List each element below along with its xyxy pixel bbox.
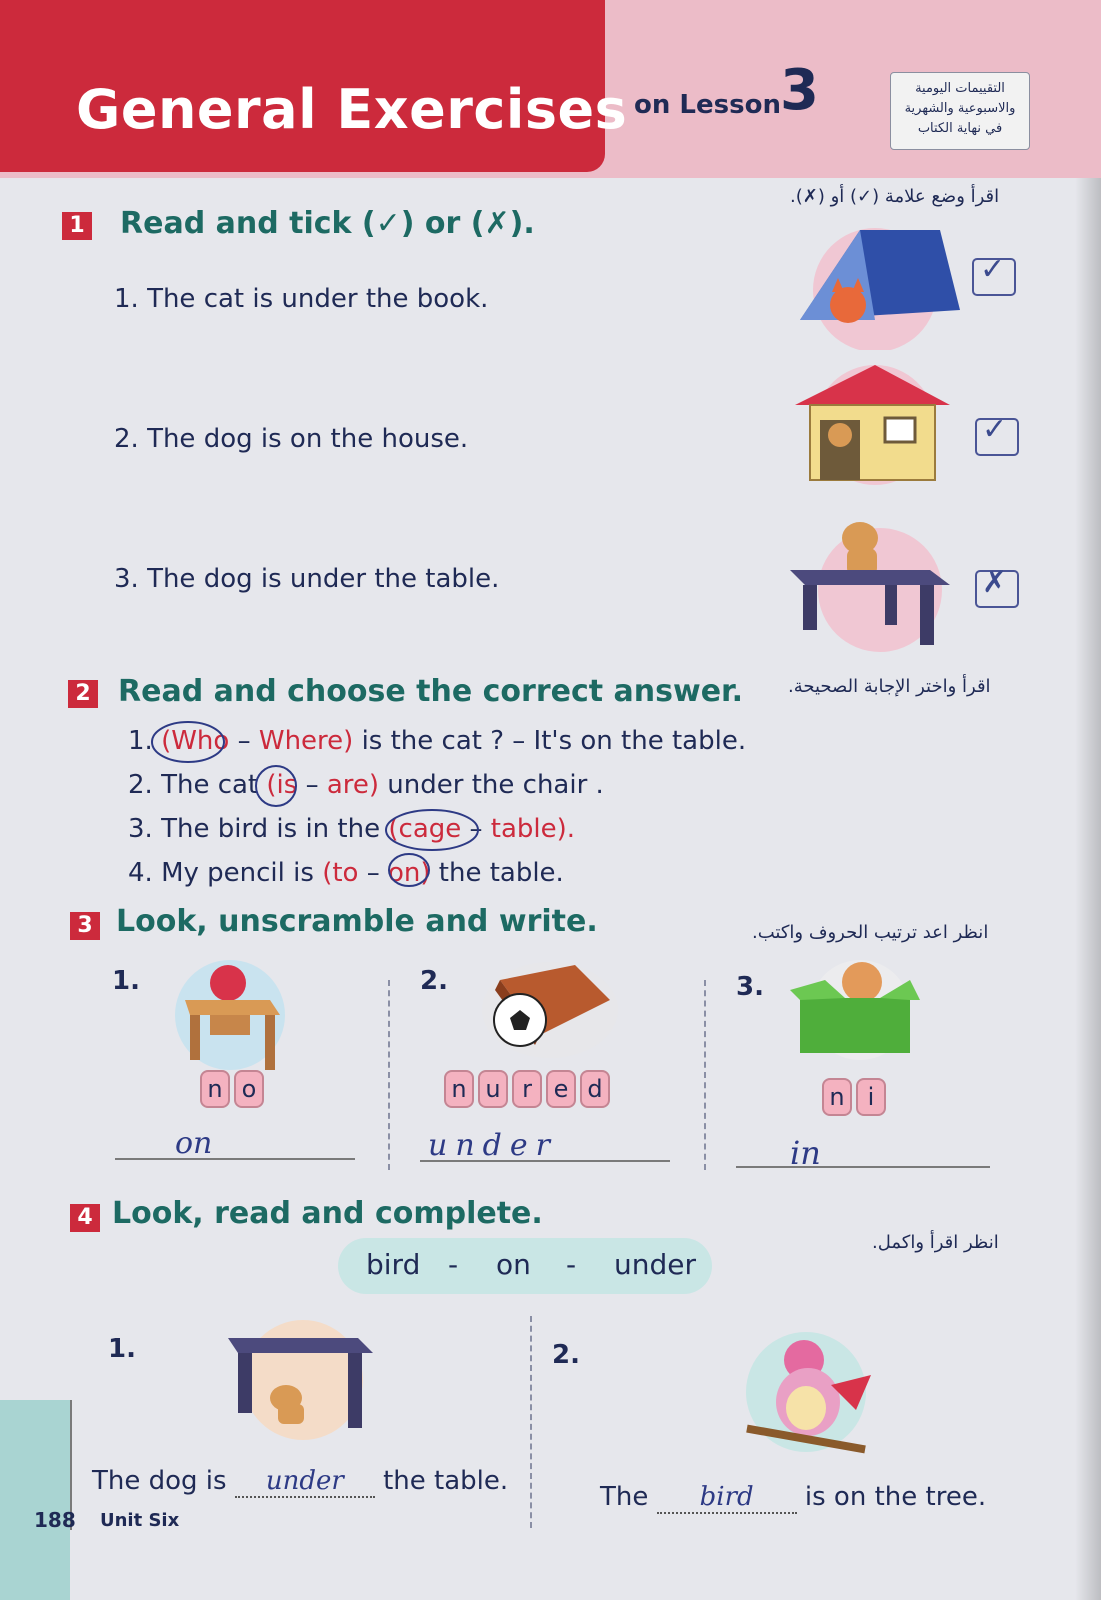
answer-circle-on xyxy=(385,850,445,890)
s2-option-1[interactable]: (to xyxy=(322,858,359,888)
cat-under-book-picture xyxy=(780,210,970,350)
s1-item-1: 1. The cat is under the book. xyxy=(114,284,489,314)
assessment-note-line: والاسبوعية والشهرية xyxy=(904,101,1016,116)
section-1-arabic: اقرأ وضع علامة (✓) أو (✗). xyxy=(790,186,1000,207)
s4-answer-blank-1[interactable]: under xyxy=(235,1466,375,1498)
s2-item-num: 4. xyxy=(128,858,153,888)
s3-item-2-tiles xyxy=(444,1070,614,1108)
s2-item-pre: The cat xyxy=(161,770,267,800)
s2-item-num: 1. xyxy=(128,726,153,756)
section-1-title: Read and tick (✓) or (✗). xyxy=(120,206,535,241)
s2-item-pre: My pencil is xyxy=(161,858,323,888)
s2-option-1[interactable]: (cage xyxy=(388,814,462,844)
s2-option-1[interactable]: (is xyxy=(266,770,298,800)
s1-item-3: 3. The dog is under the table. xyxy=(114,564,500,594)
ball-on-desk-picture xyxy=(170,955,300,1075)
s2-option-1[interactable]: (Who xyxy=(161,726,230,756)
section-2-number: 2 xyxy=(68,680,98,708)
section-2-title: Read and choose the correct answer. xyxy=(118,674,743,709)
s3-item-2-num: 2. xyxy=(420,966,448,996)
s1-item-2: 2. The dog is on the house. xyxy=(114,424,469,454)
s3-divider-2 xyxy=(704,980,706,1170)
letter-tile: n xyxy=(822,1078,852,1116)
s3-answer-line-3[interactable] xyxy=(736,1166,990,1168)
s2-option-2[interactable]: table). xyxy=(490,814,576,844)
section-4-arabic: انظر اقرأ واكمل. xyxy=(872,1232,999,1253)
section-2-arabic: اقرأ واختر الإجابة الصحيحة. xyxy=(788,676,991,697)
letter-tile: d xyxy=(580,1070,610,1108)
word-bank-word: under xyxy=(614,1248,697,1281)
s2-item-num: 2. xyxy=(128,770,153,800)
s2-option-separator: – xyxy=(461,814,491,844)
s4-item-pre: The xyxy=(600,1482,657,1512)
page-edge-shadow xyxy=(1075,0,1101,1600)
s2-option-2[interactable]: are) xyxy=(326,770,380,800)
s1-tick-1: ✓ xyxy=(980,252,1006,287)
section-3-title: Look, unscramble and write. xyxy=(116,904,598,939)
s2-item-num: 3. xyxy=(128,814,153,844)
s3-item-1-tiles xyxy=(200,1070,268,1108)
s4-item-2-num: 2. xyxy=(552,1340,580,1370)
lesson-subtitle: on Lesson xyxy=(634,90,781,120)
assessment-note-line: في نهاية الكتاب xyxy=(917,121,1003,136)
assessment-note-line: التقييمات اليومية xyxy=(915,81,1005,96)
word-bank-separator: - xyxy=(448,1248,459,1281)
word-bank xyxy=(338,1238,712,1294)
s4-item-post: is on the tree. xyxy=(796,1482,987,1512)
footer-strip xyxy=(0,1400,70,1600)
section-3-number: 3 xyxy=(70,912,100,940)
s2-item-post: is the cat ? – It's on the table. xyxy=(353,726,747,756)
s4-item-post: the table. xyxy=(374,1466,509,1496)
s3-answer-line-1[interactable] xyxy=(115,1158,355,1160)
s2-option-separator: – xyxy=(229,726,259,756)
letter-tile: o xyxy=(234,1070,264,1108)
section-3-arabic: انظر اعد ترتيب الحروف واكتب. xyxy=(752,922,989,943)
s1-tick-2: ✓ xyxy=(982,412,1008,447)
s4-answer-blank-2[interactable]: bird xyxy=(657,1482,797,1514)
s3-item-3-num: 3. xyxy=(736,972,764,1002)
s1-tick-3: ✗ xyxy=(982,565,1008,600)
s3-answer-1: on xyxy=(175,1126,213,1161)
letter-tile: i xyxy=(856,1078,886,1116)
s2-option-2[interactable]: on) xyxy=(387,858,431,888)
section-1-number: 1 xyxy=(62,212,92,240)
s4-item-1-num: 1. xyxy=(108,1334,136,1364)
letter-tile: u xyxy=(478,1070,508,1108)
s2-item-post: the table. xyxy=(430,858,564,888)
unit-label: Unit Six xyxy=(100,1510,180,1531)
dog-house-picture xyxy=(790,360,960,490)
letter-tile: r xyxy=(512,1070,542,1108)
s2-option-2[interactable]: Where) xyxy=(258,726,354,756)
s3-answer-2: under xyxy=(428,1128,558,1163)
dog-on-table-picture xyxy=(785,510,960,660)
s2-option-separator: – xyxy=(358,858,388,888)
s3-answer-3: in xyxy=(790,1134,821,1172)
word-bank-separator: - xyxy=(566,1248,577,1281)
letter-tile: e xyxy=(546,1070,576,1108)
word-bank-word: bird xyxy=(366,1248,421,1281)
s3-item-1-num: 1. xyxy=(112,966,140,996)
section-4-number: 4 xyxy=(70,1204,100,1232)
bird-on-branch-picture xyxy=(736,1330,886,1465)
ball-under-box-picture xyxy=(480,950,620,1060)
letter-tile: n xyxy=(200,1070,230,1108)
page-title: General Exercises xyxy=(76,78,628,141)
section-4-title: Look, read and complete. xyxy=(112,1196,543,1231)
s3-divider-1 xyxy=(388,980,390,1170)
assessment-note-box xyxy=(890,72,1030,150)
s2-item-pre: The bird is in the xyxy=(161,814,389,844)
cat-in-box-picture xyxy=(790,960,930,1065)
s4-item-2-sentence xyxy=(600,1482,986,1514)
lesson-number: 3 xyxy=(780,58,819,123)
s3-item-3-tiles xyxy=(822,1078,890,1116)
dog-under-table-picture xyxy=(228,1318,378,1448)
word-bank-word: on xyxy=(496,1248,531,1281)
s4-item-pre: The dog is xyxy=(92,1466,235,1496)
page-number: 188 xyxy=(34,1508,76,1532)
s2-option-separator: – xyxy=(297,770,327,800)
s4-divider xyxy=(530,1316,532,1528)
s2-item-post: under the chair . xyxy=(379,770,604,800)
letter-tile: n xyxy=(444,1070,474,1108)
